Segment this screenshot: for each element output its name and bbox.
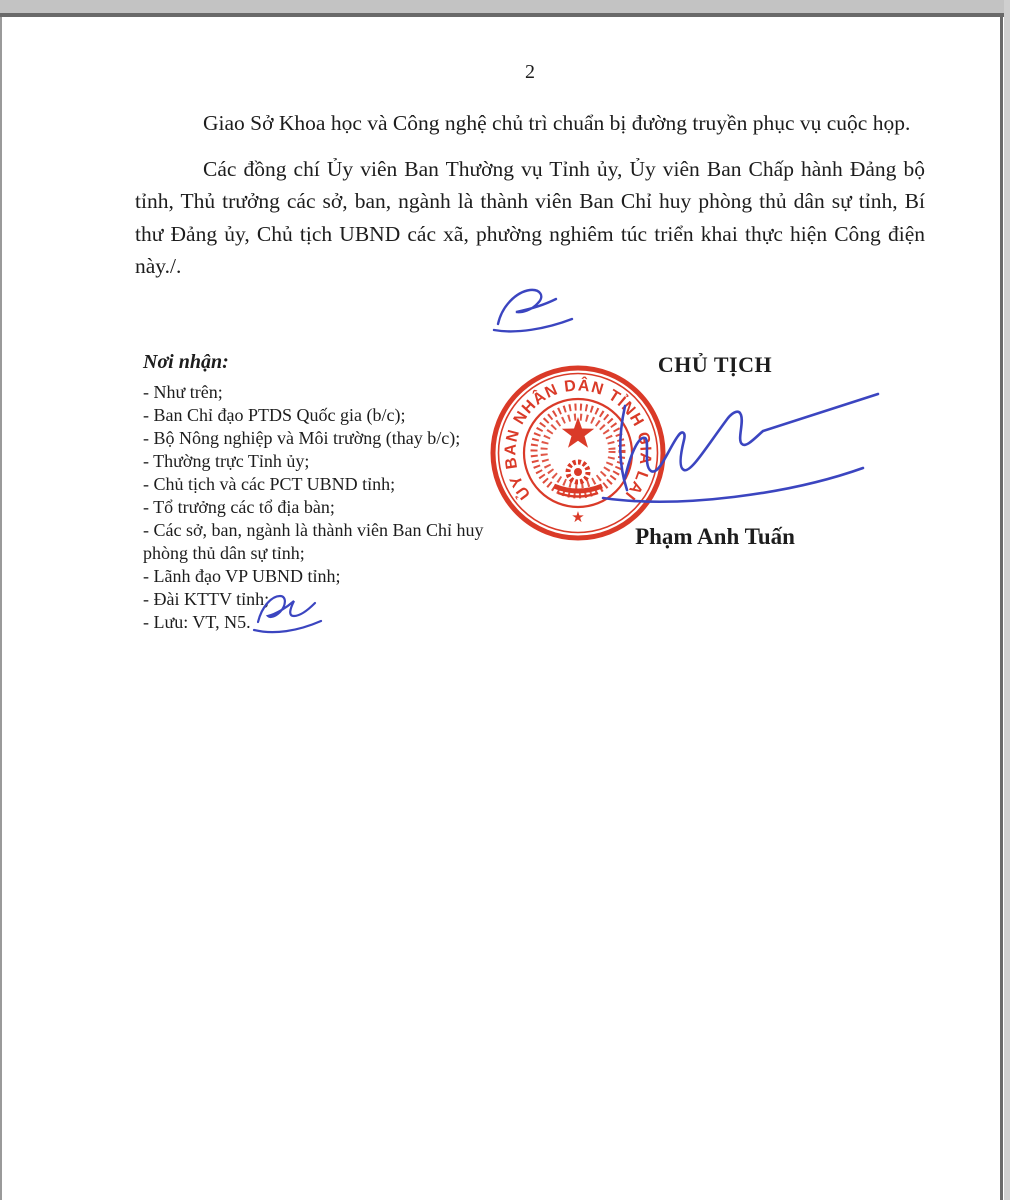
- recipient-item: - Chủ tịch và các PCT UBND tỉnh;: [143, 474, 396, 494]
- recipient-item: - Lãnh đạo VP UBND tỉnh;: [143, 566, 341, 586]
- text-column: [135, 58, 925, 283]
- recipient-item: - Đài KTTV tỉnh;: [143, 589, 270, 609]
- scan-frame-top-line: [0, 13, 1010, 17]
- paragraph-1: Giao Sở Khoa học và Công nghệ chủ trì chuẩn bị đường truyền phục vụ cuộc họp.: [203, 111, 911, 135]
- page-number: 2: [525, 61, 535, 83]
- paragraph-2: Các đồng chí Ủy viên Ban Thường vụ Tỉnh ủy, Ủy viên Ban Chấp hành Đảng bộ tỉnh, Thủ trưởng các sở, ban, ngành là thành viên Ban Chỉ huy phòng thủ dân sự tỉnh, Bí thư Đảng ủy, Chủ tịch UBND các xã, phường nghiêm túc triển khai thực hiện Công điện này./.: [135, 156, 925, 278]
- recipient-item: - Ban Chỉ đạo PTDS Quốc gia (b/c);: [143, 405, 406, 425]
- scan-frame-right-line: [1000, 13, 1003, 1200]
- initials-paraph-after-paragraph: [488, 282, 583, 337]
- scan-frame-left-line: [0, 17, 2, 1200]
- recipient-item: - Lưu: VT, N5.: [143, 612, 251, 632]
- signer-title: CHỦ TỊCH: [657, 352, 773, 377]
- signer-name: Phạm Anh Tuấn: [635, 524, 795, 549]
- initials-paraph-after-luu: [250, 588, 325, 636]
- recipient-item: - Bộ Nông nghiệp và Môi trường (thay b/c);: [143, 428, 461, 448]
- recipient-item: - Thường trực Tỉnh ủy;: [143, 451, 310, 471]
- recipient-item: - Như trên;: [143, 382, 223, 402]
- recipients-label: Nơi nhận:: [143, 351, 229, 373]
- scan-frame-top-band: [0, 0, 1010, 13]
- chairman-signature: [585, 378, 885, 513]
- seal-bottom-star: ★: [571, 510, 585, 526]
- seal-circular-text: ỦY BAN NHÂN DÂN TỈNH GIA LAI: [502, 377, 654, 503]
- recipient-item: - Các sở, ban, ngành là thành viên Ban Chỉ huy phòng thủ dân sự tỉnh;: [143, 520, 484, 563]
- recipient-item: - Tổ trưởng các tổ địa bàn;: [143, 497, 335, 517]
- scan-frame-right-strip: [1004, 0, 1010, 1200]
